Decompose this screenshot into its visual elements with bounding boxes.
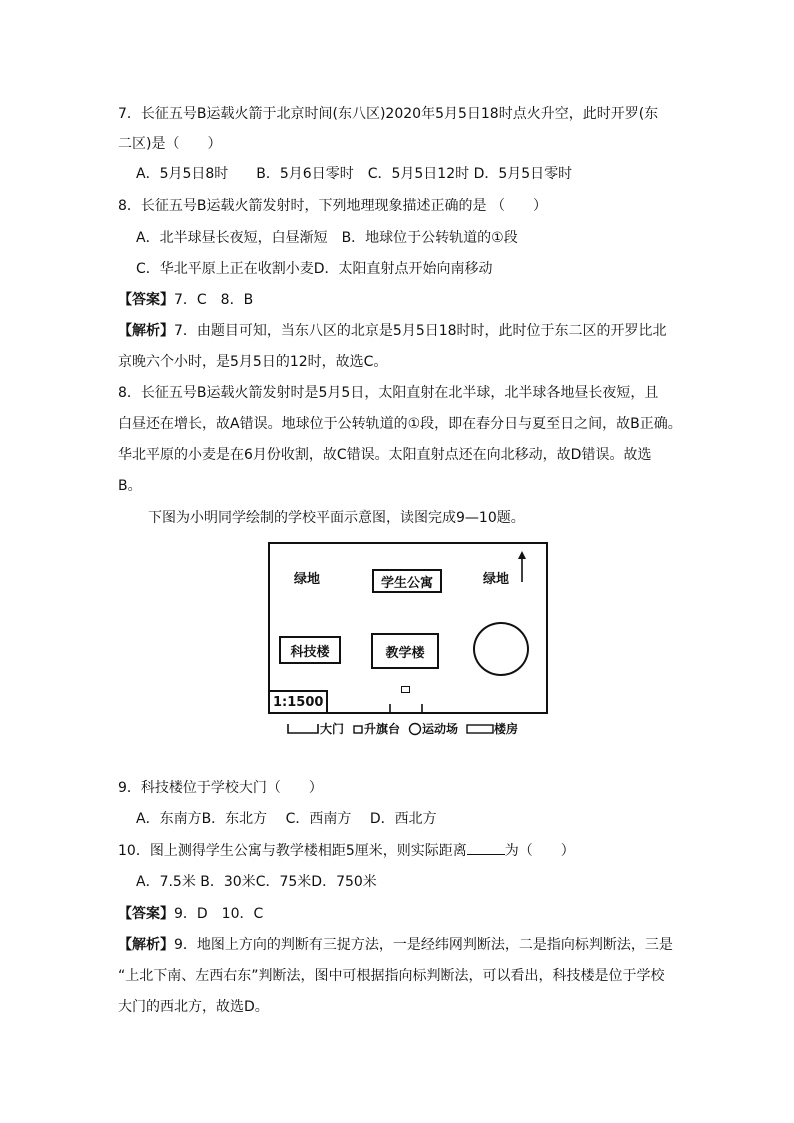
scale-label: 1:1500 [273, 694, 324, 710]
legend-flag-label: 升旗台 [364, 722, 401, 736]
answer-tag: 【答案】 [118, 906, 174, 922]
north-arrow-icon [515, 550, 529, 584]
legend-field [408, 720, 458, 737]
q9-stem: 9．科技楼位于学校大门（ ） [118, 780, 323, 796]
flag-platform-square [401, 686, 410, 693]
answer-9-10 [118, 904, 263, 924]
green-area-right: 绿地 [483, 572, 510, 587]
analysis-tag: 【解析】 [118, 937, 174, 953]
science-building-label: 科技楼 [290, 644, 330, 660]
teaching-building-box [371, 633, 439, 669]
scale-box [268, 690, 328, 714]
answer-blank [467, 842, 505, 855]
q7-stem-line2: 二区)是（ ） [118, 136, 222, 152]
student-dorm-label: 学生公寓 [380, 575, 433, 591]
legend-building-label: 楼房 [494, 722, 519, 736]
analysis-tag: 【解析】 [118, 323, 174, 339]
teaching-building-label: 教学楼 [385, 645, 425, 661]
school-plan-map [268, 542, 548, 714]
q9-options: A．东南方B．东北方 C．西南方 D．西北方 [136, 811, 437, 827]
q7-stem-line1: 7．长征五号B运载火箭于北京时间(东八区)2020年5月5日18时点火升空，此时开罗(东 [118, 106, 659, 122]
q10-options: A．7.5米 B．30米C．75米D．750米 [136, 874, 377, 890]
legend-flag [352, 720, 400, 737]
analysis-text: 9．地图上方向的判断有三捉方法，一是经纬网判断法，二是指向标判断法，三是 [174, 937, 673, 953]
analysis-9-line2: “上北下南、左西右东”判断法，图中可根据指向标判断法，可以看出，科技楼是位于学校 [118, 968, 665, 984]
analysis-8-line1: 8．长征五号B运载火箭发射时是5月5日，太阳直射在北半球，北半球各地昼长夜短，且 [118, 385, 659, 401]
gate-symbol-icon [388, 704, 424, 716]
student-dorm-box [372, 569, 442, 593]
q10-stem-post: 为（ ） [504, 843, 575, 859]
flag-platform-legend-icon [352, 723, 364, 735]
answer-tag: 【答案】 [118, 292, 174, 308]
q8-options-ab: A．北半球昼长夜短，白昼渐短 B．地球位于公转轨道的①段 [136, 230, 518, 246]
analysis-7-line1 [118, 321, 667, 341]
analysis-7-line2: 京晚六个小时，是5月5日的12时，故选C。 [118, 354, 388, 370]
q8-options-cd: C．华北平原上正在收割小麦D．太阳直射点开始向南移动 [136, 261, 493, 277]
answer-text: 7．C 8．B [174, 292, 254, 308]
map-legend [286, 720, 526, 737]
sports-field-circle [473, 622, 529, 676]
figure-intro: 下图为小明同学绘制的学校平面示意图，读图完成9—10题。 [148, 510, 525, 526]
analysis-text: 7．由题目可知，当东八区的北京是5月5日18时时，此时位于东二区的开罗比北 [174, 323, 667, 339]
gate-legend-icon [286, 723, 320, 735]
q8-stem: 8．长征五号B运载火箭发射时，下列地理现象描述正确的是 （ ） [118, 198, 547, 214]
legend-field-label: 运动场 [422, 722, 459, 736]
q10-stem [118, 841, 575, 861]
green-area-left: 绿地 [294, 572, 321, 587]
legend-building [466, 720, 518, 737]
building-legend-icon [466, 723, 494, 735]
analysis-8-line4: B。 [118, 478, 142, 494]
q10-stem-pre: 10．图上测得学生公寓与教学楼相距5厘米，则实际距离 [118, 843, 467, 859]
sports-field-legend-icon [408, 722, 422, 736]
answer-7-8 [118, 290, 253, 310]
legend-gate [286, 720, 344, 737]
analysis-8-line3: 华北平原的小麦是在6月份收割，故C错误。太阳直射点还在向北移动，故D错误。故选 [118, 447, 652, 463]
legend-gate-label: 大门 [320, 722, 345, 736]
answer-text: 9．D 10．C [174, 906, 264, 922]
science-building-box [279, 636, 341, 664]
q7-options: A．5月5日8时 B．5月6日零时 C．5月5日12时 D．5月5日零时 [136, 166, 573, 182]
analysis-9-line3: 大门的西北方，故选D。 [118, 999, 269, 1015]
analysis-8-line2: 白昼还在增长，故A错误。地球位于公转轨道的①段，即在春分日与夏至日之间，故B正确。 [118, 416, 682, 432]
analysis-9-line1 [118, 935, 673, 955]
